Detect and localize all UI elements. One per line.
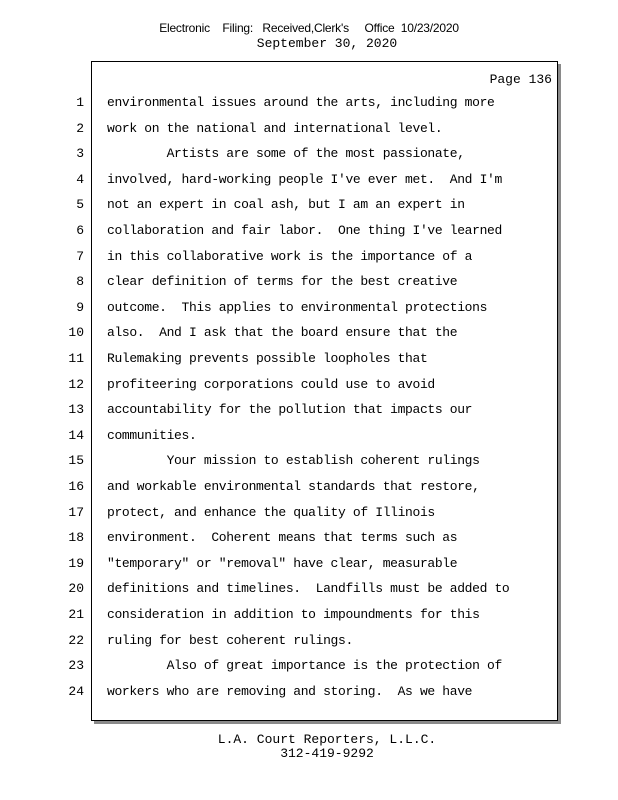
line-number: 14 xyxy=(68,428,84,443)
line-number: 22 xyxy=(68,633,84,648)
line-number: 10 xyxy=(68,325,84,340)
line-text: not an expert in coal ash, but I am an expert in xyxy=(107,197,465,212)
line-text: Artists are some of the most passionate, xyxy=(107,146,465,161)
line-text: also. And I ask that the board ensure that the xyxy=(107,325,458,340)
line-text: collaboration and fair labor. One thing I've learned xyxy=(107,223,502,238)
line-number: 11 xyxy=(68,351,84,366)
line-text: consideration in addition to impoundments for this xyxy=(107,607,480,622)
line-text: outcome. This applies to environmental protections xyxy=(107,300,488,315)
line-text: "temporary" or "removal" have clear, measurable xyxy=(107,556,458,571)
line-text: involved, hard-working people I've ever met. And I'm xyxy=(107,172,502,187)
line-text: clear definition of terms for the best creative xyxy=(107,274,458,289)
line-text: Also of great importance is the protection of xyxy=(107,658,502,673)
line-number: 4 xyxy=(76,172,84,187)
page-number: Page 136 xyxy=(489,72,552,87)
reporter-phone: 312-419-9292 xyxy=(280,746,374,761)
line-number: 7 xyxy=(76,249,84,264)
line-text: in this collaborative work is the importance of a xyxy=(107,249,473,264)
line-text: work on the national and international level. xyxy=(107,121,443,136)
line-text: environmental issues around the arts, including more xyxy=(107,95,495,110)
line-text: profiteering corporations could use to avoid xyxy=(107,377,435,392)
line-number: 19 xyxy=(68,556,84,571)
line-text: workers who are removing and storing. As we have xyxy=(107,684,473,699)
line-number: 12 xyxy=(68,377,84,392)
line-number: 23 xyxy=(68,658,84,673)
line-number: 1 xyxy=(76,95,84,110)
line-number: 13 xyxy=(68,402,84,417)
line-text: communities. xyxy=(107,428,197,443)
line-number: 5 xyxy=(76,197,84,212)
line-text: environment. Coherent means that terms such as xyxy=(107,530,458,545)
line-text: Rulemaking prevents possible loopholes that xyxy=(107,351,428,366)
line-number: 16 xyxy=(68,479,84,494)
filing-stamp: Electronic Filing: Received,Clerk's Office 10/23/2020 xyxy=(159,21,459,35)
line-text: protect, and enhance the quality of Illinois xyxy=(107,505,435,520)
line-text: Your mission to establish coherent rulings xyxy=(107,453,480,468)
line-number: 3 xyxy=(76,146,84,161)
line-number: 2 xyxy=(76,121,84,136)
line-number: 9 xyxy=(76,300,84,315)
line-number: 20 xyxy=(68,581,84,596)
line-number: 21 xyxy=(68,607,84,622)
line-number: 6 xyxy=(76,223,84,238)
line-number: 24 xyxy=(68,684,84,699)
transcript-date: September 30, 2020 xyxy=(256,36,398,51)
line-number: 15 xyxy=(68,453,84,468)
reporter-company: L.A. Court Reporters, L.L.C. xyxy=(217,732,437,747)
line-text: ruling for best coherent rulings. xyxy=(107,633,353,648)
line-text: and workable environmental standards that restore, xyxy=(107,479,480,494)
line-text: definitions and timelines. Landfills must be added to xyxy=(107,581,510,596)
line-number: 18 xyxy=(68,530,84,545)
line-number: 17 xyxy=(68,505,84,520)
line-text: accountability for the pollution that impacts our xyxy=(107,402,473,417)
line-number: 8 xyxy=(76,274,84,289)
